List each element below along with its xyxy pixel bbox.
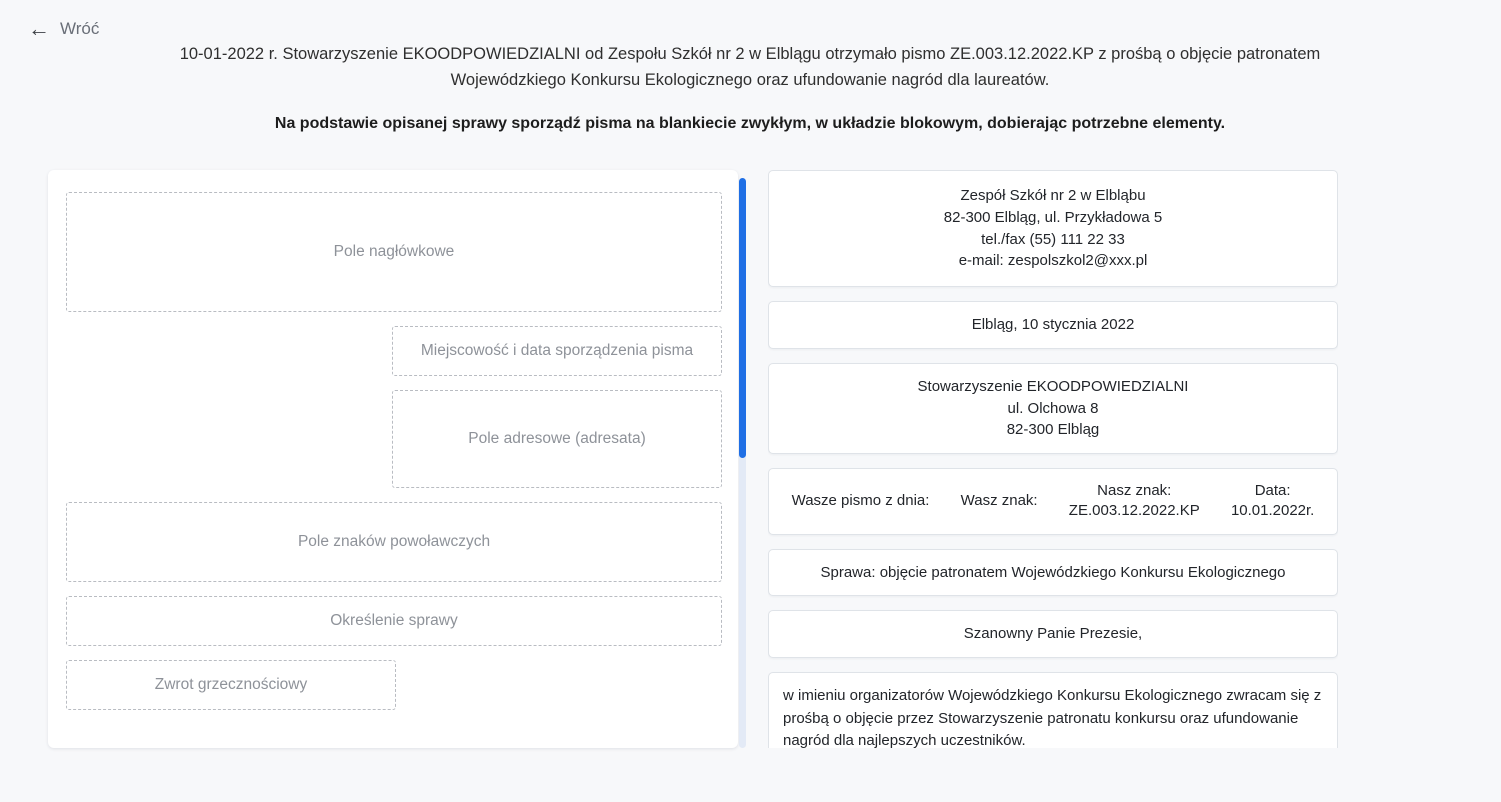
date-block bbox=[1231, 481, 1314, 522]
left-scrollbar[interactable] bbox=[739, 178, 746, 748]
left-scrollbar-thumb[interactable] bbox=[739, 178, 746, 458]
card-addressee[interactable] bbox=[768, 363, 1338, 454]
task-description: 10-01-2022 r. Stowarzyszenie EKOODPOWIEDZIALNI od Zespołu Szkół nr 2 w Elblągu otrzymało pismo ZE.003.12.2022.KP z prośbą o objęcie patronatem Wojewódzkiego Konkursu Ekologicznego oraz ufundowanie nagród dla laureatów. bbox=[179, 45, 1321, 89]
back-button-label: Wróć bbox=[60, 19, 100, 38]
slot-reference-marks-field[interactable]: Pole znaków powoławczych bbox=[66, 502, 722, 582]
content-cards-panel bbox=[768, 170, 1338, 748]
form-template-panel bbox=[48, 170, 738, 748]
sender-line-2: 82-300 Elbląg, ul. Przykładowa 5 bbox=[943, 208, 1163, 226]
slot-case-subject[interactable]: Określenie sprawy bbox=[66, 596, 722, 646]
your-mark-label: Wasz znak: bbox=[960, 492, 1038, 510]
your-letter-date-label: Wasze pismo z dnia: bbox=[791, 492, 930, 510]
sender-line-3: tel./fax (55) 111 22 33 bbox=[981, 230, 1125, 248]
card-salutation[interactable]: Szanowny Panie Prezesie, bbox=[768, 610, 1338, 658]
addressee-line-3: 82-300 Elbląg bbox=[1006, 421, 1100, 439]
task-instruction: Na podstawie opisanej sprawy sporządź pisma na blankiecie zwykłym, w układzie blokowym, dobierając potrzebne elementy. bbox=[274, 115, 1226, 133]
arrow-left-icon: ← bbox=[28, 16, 50, 41]
slot-place-and-date[interactable]: Miejscowość i data sporządzenia pisma bbox=[392, 326, 722, 376]
slot-header-field[interactable]: Pole nagłówkowe bbox=[66, 192, 722, 312]
card-case-subject[interactable]: Sprawa: objęcie patronatem Wojewódzkiego Konkursu Ekologicznego bbox=[768, 549, 1338, 597]
slot-addressee-field[interactable]: Pole adresowe (adresata) bbox=[392, 390, 722, 488]
task-description-block bbox=[150, 42, 1350, 133]
card-place-date[interactable]: Elbląg, 10 stycznia 2022 bbox=[768, 301, 1338, 349]
content-cards-column bbox=[768, 170, 1338, 802]
slot-salutation[interactable]: Zwrot grzecznościowy bbox=[66, 660, 396, 710]
our-mark-label: Nasz znak: bbox=[1097, 482, 1172, 499]
our-mark-value: ZE.003.12.2022.KP bbox=[1068, 502, 1200, 520]
date-value: 10.01.2022r. bbox=[1230, 502, 1315, 520]
date-label: Data: bbox=[1254, 482, 1291, 499]
our-mark-block bbox=[1069, 481, 1200, 522]
card-reference-marks[interactable] bbox=[768, 468, 1338, 535]
addressee-line-2: ul. Olchowa 8 bbox=[1007, 399, 1099, 417]
card-sender-header[interactable] bbox=[768, 170, 1338, 287]
workspace bbox=[0, 170, 1501, 802]
back-button[interactable] bbox=[28, 18, 99, 40]
sender-line-4: e-mail: zespolszkol2@xxx.pl bbox=[958, 252, 1148, 270]
form-template-column bbox=[48, 170, 738, 802]
card-letter-body[interactable]: w imieniu organizatorów Wojewódzkiego Konkursu Ekologicznego zwracam się z prośbą o objęcie przez Stowarzyszenie patronatu konkursu oraz ufundowanie nagród dla najlepszych uczestników. bbox=[768, 672, 1338, 748]
addressee-line-1: Stowarzyszenie EKOODPOWIEDZIALNI bbox=[917, 377, 1189, 395]
sender-line-1: Zespół Szkół nr 2 w Elbląbu bbox=[960, 187, 1146, 204]
